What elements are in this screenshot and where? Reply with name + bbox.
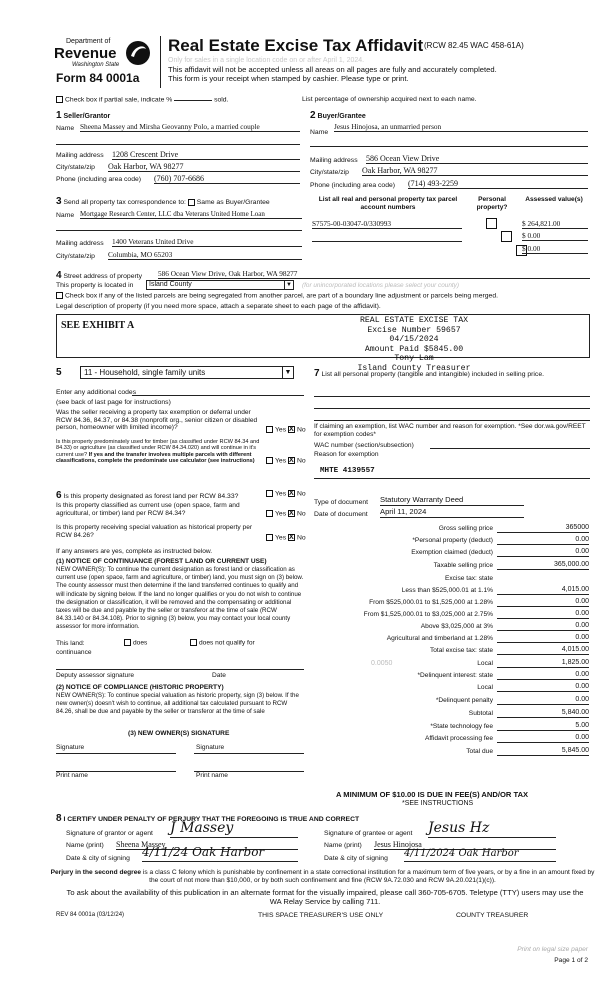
grantor-sig-label: Signature of grantor or agent [66,830,153,837]
grantor-date-field[interactable]: 4/11/24 Oak Harbor [142,846,298,862]
does-not-checkbox[interactable] [190,639,197,646]
q1-no-checkbox[interactable] [288,426,295,433]
chevron-down-icon: ▼ [282,367,293,378]
calc-label: *State technology fee [430,723,493,730]
perjury-notice [50,869,595,885]
assessed-value-field-3[interactable]: $ 0.00 [522,245,588,254]
calc-label: Total excise tax: state [429,647,493,654]
calc-row [313,524,589,535]
calc-row [313,634,589,645]
forest-q1-text: Is this property designated as forest land per RCW 84.33? [63,493,239,500]
buyer-city-field[interactable]: Oak Harbor, WA 98277 [362,166,588,176]
f2-no-checkbox[interactable] [288,510,295,517]
stamp-line-2: Excise Number 59657 [367,325,461,335]
use-code-select[interactable] [80,366,294,379]
segregated-checkbox[interactable] [56,292,63,299]
wac-field[interactable] [430,441,590,449]
calc-row [313,659,589,670]
calc-label: From $1,525,000.01 to $3,025,000 at 2.75% [363,611,493,618]
stamp-line-1: REAL ESTATE EXCISE TAX [359,316,469,325]
calc-label: *Personal property (deduct) [412,537,493,544]
header-divider [160,36,161,88]
parcel-number-field[interactable]: S7575-00-03047-0/330993 [312,220,462,229]
notice-compliance-title: (2) NOTICE OF COMPLIANCE (HISTORIC PROPERTY) [56,684,224,691]
legal-description-box[interactable] [56,314,590,358]
seller-blank-line [56,144,300,145]
f1-no-label: No [296,490,306,498]
calc-value[interactable]: 0.00 [497,671,589,680]
certify-heading-text: I CERTIFY UNDER PENALTY OF PERJURY THAT THE FOREGOING IS TRUE AND CORRECT [63,816,360,823]
notice-continuance-title: (1) NOTICE OF CONTINUANCE (FOREST LAND OR CURRENT USE) [56,558,267,565]
f3-yes-label: Yes [275,534,287,542]
f2-no-label: No [296,510,306,518]
deputy-signature-line[interactable] [56,669,304,670]
grantee-date-label: Date & city of signing [324,855,388,862]
parcel-col-header: List all real and personal property tax parcel account numbers [318,196,458,211]
personal-property-label: List all personal property (tangible and intangible) included in selling price. [321,371,544,378]
rev-number: REV 84 0001a (03/12/24) [56,912,125,918]
correspondence-city-label: City/state/zip [56,253,95,260]
seller-name-label: Name [56,125,75,132]
calc-row [313,536,589,547]
correspondence-heading: Send all property tax correspondence to: [63,199,186,206]
section-4-location [56,270,590,316]
calc-row [313,646,589,657]
q1-yes-label: Yes [275,426,287,434]
calc-label: Taxable selling price [433,562,493,569]
calc-label: Local [477,684,493,691]
document-date-label: Date of document [314,511,368,518]
buyer-phone-label: Phone (including area code) [310,182,396,189]
buyer-name-field[interactable]: Jesus Hinojosa, an unmarried person [334,123,588,132]
wac-label: WAC number (section/subsection) [314,442,414,449]
does-label: does [133,639,148,647]
section-1-seller [56,110,302,186]
stamp-line-6: Island County Treasurer [357,363,471,373]
buyer-blank-line [310,146,588,147]
calc-label: *Delinquent interest: state [417,672,493,679]
grantee-name-field[interactable]: Jesus Hinojosa [374,840,556,850]
dor-logo-icon [124,40,152,66]
washington-state-text: Washington State [72,62,120,68]
stamp-line-5: Tony Lam [394,354,434,364]
calc-label: Less than $525,000.01 at 1.1% [401,587,493,594]
calc-value[interactable]: 1,825.00 [497,659,589,668]
buyer-heading: Buyer/Grantee [317,113,366,120]
f3-yes-checkbox[interactable] [266,534,273,541]
buyer-mailing-field[interactable]: 586 Ocean View Drive [366,154,588,164]
seller-name-field[interactable]: Sheena Massey and Mirsha Geovanny Polo, a married couple [80,123,300,132]
grantee-name-label: Name (print) [324,842,362,849]
buyer-city-label: City/state/zip [310,169,349,176]
chevron-down-icon: ▼ [284,281,293,289]
perjury-text: is a class C felony which is punishable by confinement in a state correctional institution for a maximum term of five years, or by a fine in an amount fixed by the court of not more than $10,000, or by both such confinement and fine (RCW 9A.72.030 and RCW 9A.20.021(1)(c)). [141,869,595,884]
calc-value[interactable]: 365000 [497,524,589,533]
dept-of-text: Department of [66,38,111,45]
seller-phone-field[interactable]: (760) 707-6686 [154,174,300,184]
legal-description-label: Legal description of property (if you need more space, attach a separate sheet to each page of the affidavit). [56,303,381,310]
seller-mailing-field[interactable]: 1208 Crescent Drive [112,150,300,160]
seller-mailing-label: Mailing address [56,152,104,159]
calc-row [313,586,589,597]
same-as-buyer-label: Same as Buyer/Grantee [196,199,270,206]
located-in-label: This property is located in [56,282,134,289]
assessed-value-col-header: Assessed value(s) [525,196,583,203]
see-back-note: (see back of last page for instructions) [56,399,171,406]
forest-question-3: Is this property receiving special valuation as historical property per RCW 84.26? [56,524,253,539]
calc-label: Subtotal [468,710,493,717]
if-any-yes-note: If any answers are yes, complete as instructed below. [56,548,213,555]
calc-row [313,734,589,745]
f3-no-checkbox[interactable] [288,534,295,541]
calc-value[interactable]: 4,015.00 [497,646,589,655]
f1-no-checkbox[interactable] [288,490,295,497]
document-type-label: Type of document [314,499,369,506]
section-4-number: 4 [56,270,62,281]
minimum-due-note: A MINIMUM OF $10.00 IS DUE IN FEE(S) AND/OR TAX [336,790,529,799]
buyer-mailing-label: Mailing address [310,157,358,164]
calc-row [313,747,589,758]
exemption-question: Was the seller receiving a property tax exemption or deferral under RCW 84.36, 84.37, or 84.38 (nonprofit org., senior citizen or disabled person, homeowner with limited income)? [56,409,258,432]
reason-line [314,478,590,479]
county-select-value: Island County [149,281,192,288]
see-instructions-note: *SEE INSTRUCTIONS [402,800,474,807]
parcel-blank-line-2 [312,241,462,242]
print-name-label-2: Print name [196,772,228,779]
timber-question-bold: If yes and the transfer involves multiple parcels with different classifications, complete the predominate use calculator (see instructions) [56,451,255,465]
revenue-text: Revenue [54,45,117,62]
calc-label: Affidavit processing fee [424,735,493,742]
continuance-label: continuance [56,649,92,656]
new-owner-sig-line-1[interactable] [56,753,176,754]
grantor-date-label: Date & city of signing [66,855,130,862]
grantor-name-field[interactable]: Sheena Massey [116,840,298,850]
partial-sale-sold: sold. [214,96,229,104]
only-for-note: Only for sales in a single location code on or after April 1, 2024. [168,57,365,64]
grantor-signature[interactable]: J Massey [170,820,298,838]
parcel-table [310,196,590,262]
calc-row [313,610,589,621]
seller-heading: Seller/Grantor [63,113,111,120]
personal-property-checkbox-1[interactable] [486,218,497,229]
document-date-field[interactable]: April 11, 2024 [380,508,524,518]
grantor-name-label: Name (print) [66,842,104,849]
calc-row [313,722,589,733]
legal-paper-note: Print on legal size paper [517,946,588,953]
calc-label: Exemption claimed (deduct) [411,549,493,556]
segregated-label: Check box if any of the listed parcels are being segregated from another parcel, are part of a boundary line adjustment or parcels being merged. [65,292,498,300]
form-title: Real Estate Excise Tax Affidavit [168,36,424,55]
mhte-number: MHTE 4139557 [320,467,375,475]
use-code-value: 11 - Household, single family units [84,368,206,377]
calc-value[interactable]: 0.00 [497,536,589,545]
calc-row [313,709,589,720]
partial-sale-percent-field[interactable] [174,100,212,101]
calc-value[interactable]: 0.00 [497,622,589,631]
notice-line-1: This affidavit will not be accepted unless all areas on all pages are fully and accurately completed. [168,65,497,74]
timber-question-text: Is this property predominately used for timber (as classified under RCW 84.34 and 84.33) or agriculture (as classified under RCW 84.34.020) and will continue in it's current use? [56,439,260,458]
county-treasurer: COUNTY TREASURER [456,912,529,919]
calc-label: Gross selling price [438,525,493,532]
calc-label: Total due [466,748,493,755]
section-3-number: 3 [56,196,62,207]
calc-value[interactable]: 5.00 [497,722,589,731]
assessed-value-field-2[interactable]: $ 0.00 [522,232,588,241]
f2-yes-checkbox[interactable] [266,510,273,517]
buyer-phone-field[interactable]: (714) 493-2259 [408,179,588,189]
exemption-claim-label: If claiming an exemption, list WAC number and reason for exemption. *See dor.wa.gov/REET for exemption codes* [314,423,586,438]
perjury-bold: Perjury in the second degree [50,869,142,876]
partial-sale-checkbox[interactable] [56,96,63,103]
seller-city-field[interactable]: Oak Harbor, WA 98277 [108,162,300,172]
section-8-number: 8 [56,813,62,824]
calc-value[interactable]: 0.00 [497,696,589,705]
new-owner-signature-title: (3) NEW OWNER(S) SIGNATURE [128,730,230,737]
correspondence-blank-line [56,230,302,231]
notice-line-2: This form is your receipt when stamped by cashier. Please type or print. [168,74,409,83]
assessed-value-field-1[interactable]: $ 264,821.00 [522,220,588,229]
stamp-line-3: 04/15/2024 [389,335,439,345]
section-7-personal-property [314,368,590,380]
calc-row [313,561,589,572]
signature-label-2: Signature [196,744,225,751]
notice-compliance-text: NEW OWNER(S): To continue special valuation as historic property, sign (3) below. If the new owner(s) doesn't wish to continue, all additional tax calculated pursuant to RCW 84.26, shall be due and payable by the seller or transferor at the time of sale [56,692,299,716]
q2-yes-checkbox[interactable] [266,457,273,464]
q2-no-label: No [296,457,306,465]
personal-property-checkbox-2[interactable] [501,231,512,242]
deputy-date-label: Date [212,672,226,679]
personal-property-col-header: Personal property? [476,196,508,211]
calc-value[interactable]: 0.00 [497,683,589,692]
notice-continuance-text: NEW OWNER(S): To continue the current designation as forest land or classification as current use (open space, farm and agriculture, or timber) land, you must sign on (3) below. The county assessor must then determine if the land transferred continues to qualify and will indicate by signing below. If the land no longer qualifies or you do not wish to continue the designation or classification, it will be removed and the compensating or additional taxes will be due and payable by the seller or transferor at the time of sale (RCW 84.33.140 or 84.34.108). Prior to signing (3) below, you may contact your local county assessor for more information. [56,566,304,631]
treasurer-stamp [330,316,498,374]
document-type-field[interactable]: Statutory Warranty Deed [380,496,524,506]
section-6-number: 6 [56,490,62,501]
calc-value[interactable]: 0.00 [497,598,589,607]
new-owner-sig-line-2[interactable] [194,753,304,754]
partial-sale-label: Check box if partial sale, indicate % [65,96,173,104]
correspondence-name-label: Name [56,212,75,219]
deputy-signature-label: Deputy assessor signature [56,672,135,679]
section-1-number: 1 [56,110,62,121]
calc-value[interactable]: 365,000.00 [497,561,589,570]
calc-label: Above $3,025,000 at 3% [420,623,493,630]
section-3-correspondence [56,196,306,266]
q2-no-checkbox[interactable] [288,457,295,464]
calc-value[interactable]: 4,015.00 [497,586,589,595]
county-select[interactable] [146,280,294,290]
street-address-field[interactable]: 586 Ocean View Drive, Oak Harbor, WA 98277 [158,270,590,279]
calc-row [313,598,589,609]
see-exhibit-text: SEE EXHIBIT A [61,320,135,331]
calc-value[interactable]: 5,845.00 [497,747,589,756]
form-number: Form 84 0001a [56,71,140,85]
calc-label: Excise tax: state [444,575,493,582]
section-7-number: 7 [314,368,320,379]
section-2-buyer [310,110,590,190]
reason-label: Reason for exemption [314,451,379,458]
calc-value[interactable]: 0.00 [497,734,589,743]
forest-question-1 [56,490,238,502]
unincorporated-note: (for unincorporated locations please select your county) [302,282,460,289]
personal-property-line-1 [314,396,590,397]
calc-row [313,548,589,559]
additional-codes-label: Enter any additional codes [56,389,137,396]
q1-yes-checkbox[interactable] [266,426,273,433]
q2-yes-label: Yes [275,457,287,465]
rcw-reference: (RCW 82.45 WAC 458-61A) [424,41,524,50]
street-label: Street address of property [63,273,143,280]
f2-yes-label: Yes [275,510,287,518]
calc-value[interactable]: 0.00 [497,610,589,619]
seller-phone-label: Phone (including area code) [56,176,142,183]
ownership-note: List percentage of ownership acquired next to each name. [302,96,477,103]
calc-row [313,671,589,682]
seller-city-label: City/state/zip [56,164,95,171]
does-not-label: does not qualify for [199,639,255,647]
exemption-top-line [314,420,590,421]
correspondence-mailing-label: Mailing address [56,240,104,247]
forest-question-2: Is this property classified as current use (open space, farm and agricultural, or timber) land per RCW 84.34? [56,502,240,517]
calc-label: Agricultural and timberland at 1.28% [386,635,493,642]
same-as-buyer-checkbox[interactable] [188,199,195,206]
personal-property-line-2 [314,408,590,409]
correspondence-mailing-field[interactable]: 1400 Veterans United Drive [112,238,302,247]
this-land-label: This land: [56,640,85,647]
calc-label: From $525,000.01 to $1,525,000 at 1.28% [369,599,493,606]
q1-no-label: No [296,426,306,434]
local-rate: 0.0050 [371,660,393,667]
timber-question [56,439,262,465]
correspondence-city-field[interactable]: Columbia, MO 65203 [108,251,302,260]
treasurer-use-only: THIS SPACE TREASURER'S USE ONLY [258,912,384,919]
correspondence-name-field[interactable]: Mortgage Research Center, LLC dba Veterans United Home Loan [80,210,302,219]
calc-value[interactable]: 5,840.00 [497,709,589,718]
calc-value[interactable]: 0.00 [497,548,589,557]
calc-row [313,683,589,694]
buyer-name-label: Name [310,129,329,136]
calc-label: *Delinquent penalty [435,697,493,704]
print-name-label-1: Print name [56,772,88,779]
calc-label: Local [477,660,493,667]
grantee-sig-label: Signature of grantee or agent [324,830,413,837]
partial-sale-row [56,96,228,104]
signature-label-1: Signature [56,744,85,751]
grantee-signature[interactable]: Jesus Hz [428,820,556,838]
calc-row [313,696,589,707]
page-number: Page 1 of 2 [554,957,588,964]
calc-row [313,574,589,585]
f3-no-label: No [296,534,306,542]
section-5-number: 5 [56,367,62,378]
calc-value[interactable]: 0.00 [497,634,589,643]
f1-yes-checkbox[interactable] [266,490,273,497]
section-2-number: 2 [310,110,316,121]
stamp-line-4: Amount Paid $5845.00 [364,344,464,354]
calc-row [313,622,589,633]
additional-codes-field[interactable] [132,388,304,396]
f1-yes-label: Yes [275,490,287,498]
availability-notice: To ask about the availability of this publication in an alternate format for the visually impaired, please call 360-705-6705. Teletype (TTY) users may use the WA Relay Service by calling 711. [66,888,584,906]
grantee-date-field[interactable]: 4/11/2024 Oak Harbor [404,848,556,862]
does-checkbox[interactable] [124,639,131,646]
